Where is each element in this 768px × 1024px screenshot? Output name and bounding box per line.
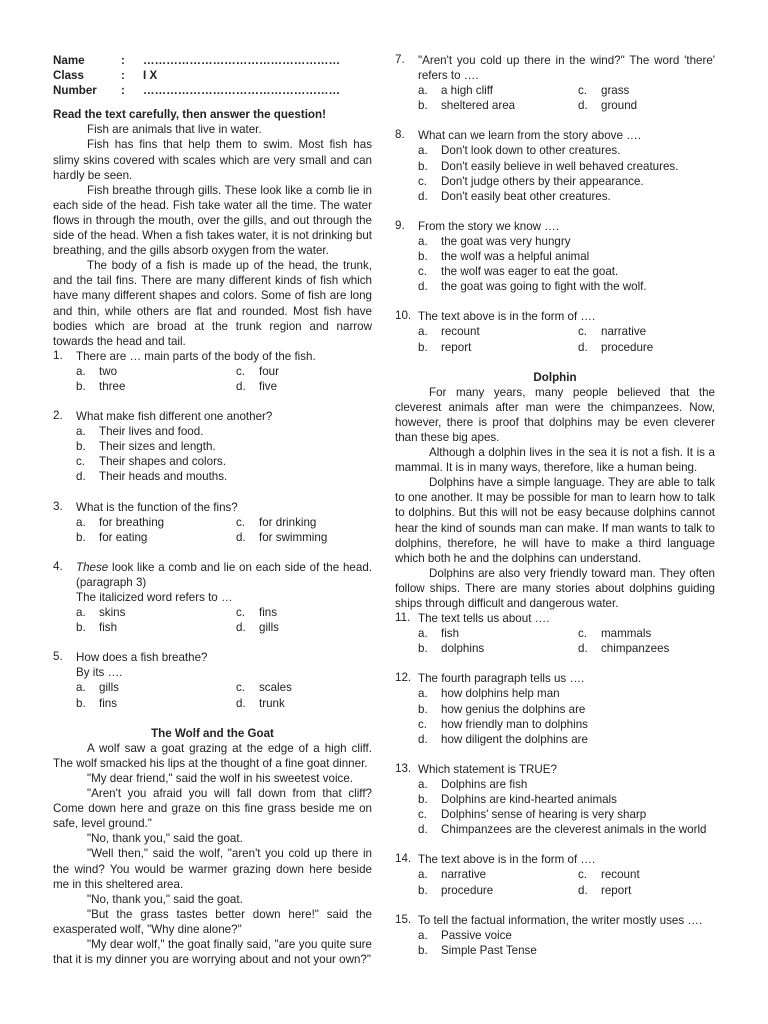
option-d[interactable]: [578, 641, 715, 656]
italic-word: These: [76, 560, 109, 574]
option-text: Their shapes and colors.: [99, 455, 226, 469]
question-stem: To tell the factual information, the writer mostly uses ….: [418, 913, 703, 927]
option-a[interactable]: [76, 605, 236, 620]
question-stem: The fourth paragraph tells us ….: [418, 672, 585, 686]
option-letter: a.: [418, 687, 428, 701]
option-letter: d.: [578, 340, 588, 354]
spacer: [395, 898, 715, 913]
option-text: how dolphins help man: [441, 687, 560, 701]
story-paragraph: A wolf saw a goat grazing at the edge of a high cliff. The wolf smacked his lips at the thought of a fine goat dinner.: [53, 741, 372, 770]
option-b[interactable]: [76, 530, 236, 545]
option-text: Passive voice: [441, 928, 512, 942]
option-text: the wolf was a helpful animal: [441, 250, 590, 264]
option-d[interactable]: [236, 620, 372, 635]
option-text: Chimpanzees are the cleverest animals in the world: [441, 823, 707, 837]
option-text: sheltered area: [441, 99, 516, 113]
option-b[interactable]: [418, 249, 715, 264]
question-3: [53, 500, 372, 545]
option-b[interactable]: [418, 641, 578, 656]
option-letter: a.: [76, 425, 86, 439]
option-letter: d.: [418, 732, 428, 746]
passage1-paragraph: Fish has fins that help them to swim. Most fish has slimy skins covered with scales which are very small and can hardly be seen.: [53, 138, 372, 182]
question-9: [395, 219, 715, 294]
option-text: narrative: [441, 868, 487, 882]
option-text: report: [441, 340, 472, 354]
question-1: [53, 349, 372, 394]
options: [418, 324, 715, 354]
option-a[interactable]: [76, 364, 236, 379]
class-colon: :: [121, 69, 125, 83]
option-text: report: [601, 883, 632, 897]
option-d[interactable]: [578, 98, 715, 113]
options: [76, 680, 372, 710]
question-15: [395, 913, 715, 958]
option-a[interactable]: [418, 626, 578, 641]
option-letter: c.: [236, 515, 246, 529]
option-d[interactable]: [578, 340, 715, 355]
option-b[interactable]: [76, 379, 236, 394]
option-text: Don't look down to other creatures.: [441, 144, 621, 158]
spacer: [395, 747, 715, 762]
option-letter: b.: [418, 642, 428, 656]
option-text: four: [259, 364, 279, 378]
question-12: [395, 671, 715, 746]
option-d[interactable]: [236, 379, 372, 394]
option-text: how friendly man to dolphins: [441, 717, 588, 731]
story-paragraph: "My dear wolf," the goat finally said, "are you quite sure that it is my dinner you are worrying about and not your own?": [53, 937, 372, 967]
spacer: [53, 635, 372, 650]
option-letter: b.: [418, 883, 428, 897]
option-text: Their heads and mouths.: [99, 470, 228, 484]
option-letter: a.: [418, 777, 428, 791]
option-text: grass: [601, 84, 630, 98]
question-stem-2: The italicized word refers to …: [76, 591, 233, 604]
option-letter: d.: [236, 621, 246, 635]
option-d[interactable]: [236, 530, 372, 545]
option-b[interactable]: [418, 702, 715, 717]
question-11: [395, 611, 715, 656]
option-text: how genius the dolphins are: [441, 702, 586, 716]
option-text: for swimming: [259, 530, 328, 544]
passage1-paragraph: The body of a fish is made up of the head, the trunk, and the tail fins. There are many different kinds of fish which have many different shapes and colors. Some of fish are long and thin, while others are flat and rounded. Most fish have bodies which are broad at the trunk region and narrow towards the head and tail.: [53, 259, 372, 348]
option-text: Don't easily believe in well behaved creatures.: [441, 159, 679, 173]
option-text: fins: [259, 606, 278, 620]
right-column: [395, 53, 715, 958]
option-letter: c.: [578, 325, 588, 339]
option-text: fins: [99, 696, 118, 710]
option-letter: b.: [418, 943, 428, 957]
option-a[interactable]: [418, 928, 715, 943]
options: [418, 928, 715, 958]
option-a[interactable]: [418, 324, 578, 339]
option-letter: b.: [76, 530, 86, 544]
dolphin-title: Dolphin: [533, 370, 577, 384]
option-letter: b.: [418, 250, 428, 264]
question-stem: What make fish different one another?: [76, 410, 273, 424]
name-value: ……………………………………………: [143, 54, 341, 67]
option-text: dolphins: [441, 642, 485, 656]
option-letter: c.: [418, 174, 428, 188]
option-a[interactable]: [418, 686, 715, 701]
option-letter: b.: [418, 793, 428, 807]
option-text: the goat was very hungry: [441, 234, 571, 248]
option-letter: c.: [418, 717, 428, 731]
option-letter: a.: [418, 84, 428, 98]
options: [418, 686, 715, 746]
passage1-paragraph: Fish breathe through gills. These look like a comb lie in each side of the head. Fish take water all the time. The water flows in through the mouth, over the gills, and out through the side of the head. When a fish takes water, it is not drinking but breathing, and the gills absorb oxygen from the water.: [53, 183, 372, 258]
option-d[interactable]: [418, 189, 715, 204]
option-text: a high cliff: [441, 84, 493, 98]
spacer: [395, 113, 715, 128]
question-10: [395, 309, 715, 354]
option-text: five: [259, 379, 278, 393]
option-letter: c.: [236, 681, 246, 695]
instruction: Read the text carefully, then answer the question!: [53, 108, 326, 122]
option-b[interactable]: [76, 439, 372, 454]
story-paragraph: "No, thank you," said the goat.: [87, 892, 243, 906]
option-letter: b.: [418, 340, 428, 354]
spacer: [395, 294, 715, 309]
question-number: 3.: [53, 499, 63, 513]
question-stem: There are … main parts of the body of the fish.: [76, 349, 316, 363]
number-row: [53, 83, 372, 98]
option-c[interactable]: [578, 867, 715, 882]
option-a[interactable]: [418, 143, 715, 158]
option-letter: a.: [76, 515, 86, 529]
option-a[interactable]: [418, 83, 578, 98]
spacer: [53, 545, 372, 560]
passage1-paragraph: Fish are animals that live in water.: [87, 123, 262, 137]
option-letter: d.: [578, 883, 588, 897]
option-text: gills: [99, 681, 119, 695]
question-number: 2.: [53, 409, 63, 423]
option-letter: d.: [236, 379, 246, 393]
options: [418, 626, 715, 656]
option-a[interactable]: [76, 515, 236, 530]
option-text: scales: [259, 681, 292, 695]
name-label: Name: [53, 54, 85, 67]
question-stem: "Aren't you cold up there in the wind?" The word 'there' refers to ….: [418, 54, 715, 83]
story-paragraph: "My dear friend," said the wolf in his sweetest voice.: [87, 771, 353, 785]
options: [76, 364, 372, 394]
option-letter: c.: [76, 455, 86, 469]
option-letter: d.: [418, 280, 428, 294]
name-colon: :: [121, 54, 125, 67]
option-b[interactable]: [76, 696, 236, 711]
option-text: trunk: [259, 696, 285, 710]
option-letter: b.: [76, 621, 86, 635]
question-7: [395, 53, 715, 113]
option-text: three: [99, 379, 126, 393]
question-stem: The text above is in the form of ….: [418, 310, 596, 324]
option-text: Their sizes and length.: [99, 440, 216, 454]
story-paragraph: "Well then," said the wolf, "aren't you cold up there in the wind? You would be warmer grazing down here beside me in this sheltered area.: [53, 847, 372, 891]
question-stem: What can we learn from the story above ….: [418, 129, 641, 143]
options: [76, 424, 372, 484]
option-text: procedure: [441, 883, 494, 897]
option-text: Don't judge others by their appearance.: [441, 174, 644, 188]
option-letter: b.: [76, 440, 86, 454]
option-letter: a.: [418, 325, 428, 339]
option-text: procedure: [601, 340, 654, 354]
question-stem: [76, 560, 372, 590]
option-a[interactable]: [418, 777, 715, 792]
option-d[interactable]: [76, 469, 372, 484]
option-text: the wolf was eager to eat the goat.: [441, 265, 619, 279]
option-letter: a.: [418, 144, 428, 158]
question-number: 1.: [53, 348, 63, 362]
option-letter: c.: [578, 868, 588, 882]
options: [418, 777, 715, 837]
option-letter: c.: [236, 364, 246, 378]
option-text: mammals: [601, 627, 652, 641]
option-text: two: [99, 364, 118, 378]
question-number: 4.: [53, 559, 63, 573]
question-5: [53, 650, 372, 710]
question-number: 12.: [395, 671, 412, 685]
option-b[interactable]: [418, 340, 578, 355]
option-a[interactable]: [76, 424, 372, 439]
options: [418, 83, 715, 113]
option-c[interactable]: [418, 174, 715, 189]
question-number: 14.: [395, 852, 412, 866]
option-letter: a.: [76, 606, 86, 620]
question-stem: The text above is in the form of ….: [418, 853, 596, 867]
option-text: recount: [441, 325, 480, 339]
spacer: [53, 394, 372, 409]
option-text: fish: [441, 627, 460, 641]
question-stem: From the story we know ….: [418, 219, 560, 233]
option-text: narrative: [601, 325, 647, 339]
option-text: Simple Past Tense: [441, 943, 537, 957]
class-value: I X: [143, 69, 158, 83]
option-text: skins: [99, 606, 126, 620]
number-label: Number: [53, 84, 97, 98]
option-letter: a.: [418, 868, 428, 882]
dolphin-paragraph: Although a dolphin lives in the sea it is not a fish. It is a mammal. It is in many ways, therefore, like a human being.: [395, 446, 715, 475]
option-letter: a.: [418, 627, 428, 641]
option-b[interactable]: [418, 98, 578, 113]
option-b[interactable]: [418, 883, 578, 898]
option-letter: b.: [76, 696, 86, 710]
option-text: for drinking: [259, 515, 317, 529]
option-a[interactable]: [418, 867, 578, 882]
options: [418, 867, 715, 897]
name-row: [53, 53, 372, 68]
option-c[interactable]: [236, 515, 372, 530]
spacer: [53, 711, 372, 726]
option-c[interactable]: [236, 680, 372, 695]
spacer: [395, 204, 715, 219]
option-letter: b.: [418, 702, 428, 716]
option-text: how diligent the dolphins are: [441, 732, 588, 746]
question-2: [53, 409, 372, 484]
options: [76, 605, 372, 635]
class-label: Class: [53, 69, 84, 83]
option-letter: c.: [418, 265, 428, 279]
left-column: [53, 53, 372, 967]
option-letter: d.: [76, 470, 86, 484]
option-letter: a.: [418, 234, 428, 248]
option-letter: a.: [418, 928, 428, 942]
question-14: [395, 852, 715, 897]
option-text: ground: [601, 99, 638, 113]
option-letter: d.: [418, 189, 428, 203]
question-4: [53, 560, 372, 635]
story-paragraph: "Aren't you afraid you will fall down from that cliff? Come down here and graze on this fine grass beside me on safe, level ground.": [53, 787, 372, 831]
question-number: 9.: [395, 218, 405, 232]
option-letter: b.: [76, 379, 86, 393]
question-number: 7.: [395, 53, 405, 66]
question-stem: Which statement is TRUE?: [418, 762, 557, 776]
option-letter: d.: [418, 823, 428, 837]
option-d[interactable]: [578, 883, 715, 898]
option-text: for breathing: [99, 515, 165, 529]
option-letter: c.: [418, 808, 428, 822]
story-paragraph: "But the grass tastes better down here!" said the exasperated wolf, "Why dine alone?": [53, 907, 372, 936]
option-text: for eating: [99, 530, 148, 544]
option-letter: a.: [76, 364, 86, 378]
spacer: [395, 656, 715, 671]
option-text: the goat was going to fight with the wolf.: [441, 280, 647, 294]
option-c[interactable]: [418, 807, 715, 822]
option-letter: c.: [236, 606, 246, 620]
options: [418, 234, 715, 294]
option-b[interactable]: [418, 792, 715, 807]
option-letter: b.: [418, 99, 428, 113]
question-number: 8.: [395, 128, 405, 142]
question-13: [395, 762, 715, 837]
option-text: Dolphins are kind-hearted animals: [441, 793, 617, 807]
stem-text: look like a comb and lie on each side of the head. (paragraph 3): [76, 560, 372, 589]
options: [76, 515, 372, 545]
option-letter: d.: [236, 530, 246, 544]
option-letter: c.: [578, 84, 588, 98]
option-text: chimpanzees: [601, 642, 670, 656]
option-d[interactable]: [418, 732, 715, 747]
dolphin-paragraph: Dolphins have a simple language. They are able to talk to one another. It may be possible for man to learn how to talk to dolphins. But this will not be easy because dolphins cannot hear the kind of sounds man can make. If man wants to talk to dolphins, therefore, he will have to make a third language which both he and the dolphins can understand.: [395, 476, 715, 565]
story-title: The Wolf and the Goat: [151, 726, 274, 740]
number-value: ……………………………………………: [143, 84, 341, 98]
option-d[interactable]: [418, 822, 715, 837]
option-c[interactable]: [578, 83, 715, 98]
option-letter: a.: [76, 681, 86, 695]
option-a[interactable]: [418, 234, 715, 249]
number-colon: :: [121, 84, 125, 98]
option-letter: b.: [418, 159, 428, 173]
option-text: Dolphins are fish: [441, 777, 528, 791]
option-d[interactable]: [418, 279, 715, 294]
option-c[interactable]: [418, 717, 715, 732]
option-text: Don't easily beat other creatures.: [441, 189, 611, 203]
option-text: Their lives and food.: [99, 425, 204, 439]
question-stem: How does a fish breathe?: [76, 651, 208, 665]
question-number: 13.: [395, 761, 412, 775]
option-letter: d.: [578, 642, 588, 656]
question-stem: What is the function of the fins?: [76, 500, 238, 514]
option-c[interactable]: [236, 364, 372, 379]
class-row: [53, 68, 372, 83]
option-text: gills: [259, 621, 279, 635]
option-c[interactable]: [236, 605, 372, 620]
option-b[interactable]: [418, 159, 715, 174]
story-paragraph: "No, thank you," said the goat.: [87, 832, 243, 846]
option-d[interactable]: [236, 696, 372, 711]
question-number: 11.: [395, 611, 411, 625]
option-c[interactable]: [76, 454, 372, 469]
option-text: Dolphins' sense of hearing is very sharp: [441, 808, 647, 822]
dolphin-paragraph: Dolphins are also very friendly toward man. They often follow ships. There are many stories about dolphins guiding ships through difficult and dangerous water.: [395, 566, 715, 610]
option-letter: d.: [578, 99, 588, 113]
question-stem: The text tells us about ….: [418, 612, 550, 626]
question-number: 15.: [395, 912, 412, 926]
spacer: [395, 837, 715, 852]
question-number: 10.: [395, 309, 412, 323]
option-a[interactable]: [76, 680, 236, 695]
option-b[interactable]: [418, 943, 715, 958]
options: [418, 143, 715, 203]
question-stem-2: By its ….: [76, 666, 123, 680]
question-number: 5.: [53, 650, 63, 664]
dolphin-paragraph: For many years, many people believed that the cleverest animals after man were the chimpanzees. Now, however, there is proof that dolphins may be even cleverer than these big apes.: [395, 385, 715, 444]
option-text: fish: [99, 621, 118, 635]
option-c[interactable]: [578, 626, 715, 641]
option-c[interactable]: [578, 324, 715, 339]
spacer: [53, 485, 372, 500]
question-8: [395, 128, 715, 203]
option-text: recount: [601, 868, 640, 882]
option-letter: c.: [578, 627, 588, 641]
option-letter: d.: [236, 696, 246, 710]
option-b[interactable]: [76, 620, 236, 635]
spacer: [395, 355, 715, 370]
option-c[interactable]: [418, 264, 715, 279]
